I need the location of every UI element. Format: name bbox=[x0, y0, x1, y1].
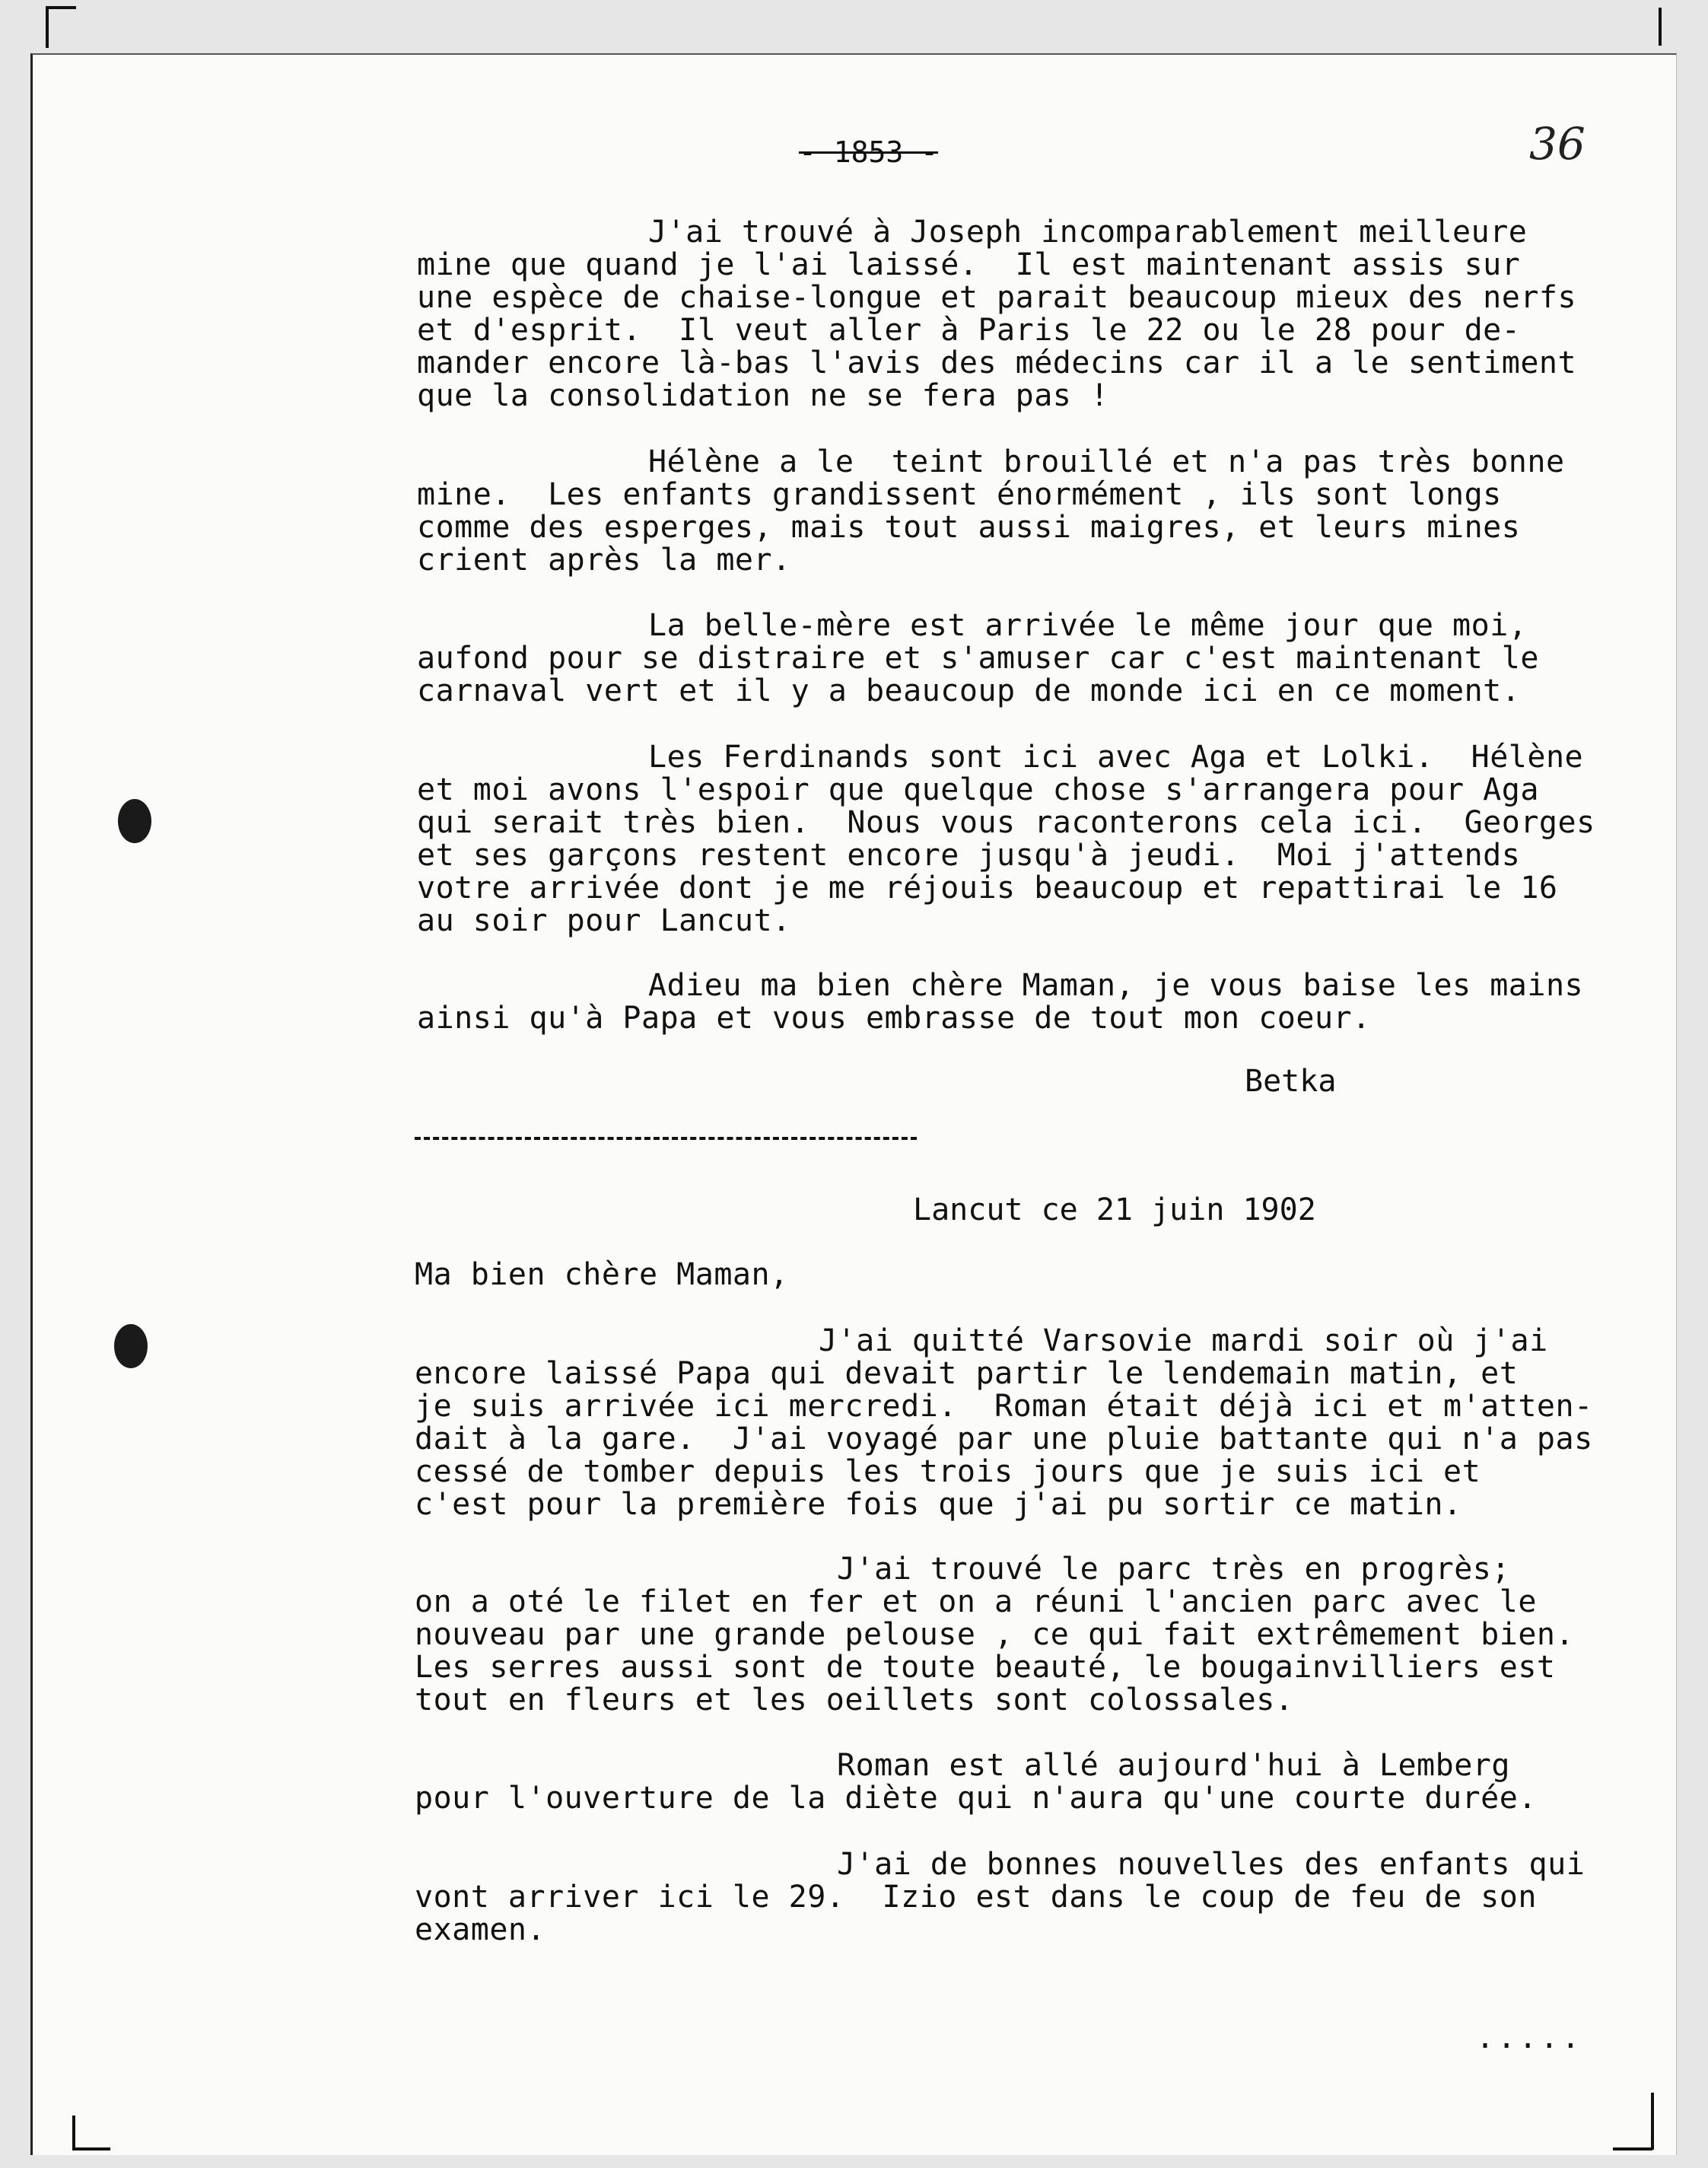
continuation-dots: ..... bbox=[1476, 2020, 1583, 2055]
text-line: au soir pour Lancut. bbox=[417, 903, 791, 938]
text-line: J'ai trouvé à Joseph incomparablement meilleure bbox=[648, 215, 1528, 250]
text-line: tout en fleurs et les oeillets sont colossales. bbox=[415, 1683, 1294, 1718]
text-line: carnaval vert et il y a beaucoup de monde ici en ce moment. bbox=[417, 673, 1521, 708]
text-line: une espèce de chaise-longue et parait beaucoup mieux des nerfs bbox=[417, 280, 1577, 315]
text-line: nouveau par une grande pelouse , ce qui fait extrêmement bien. bbox=[415, 1617, 1575, 1652]
text-line: et ses garçons restent encore jusqu'à jeudi. Moi j'attends bbox=[417, 838, 1521, 873]
crop-mark-bottom-right-h bbox=[1613, 2147, 1652, 2150]
page-header: - 1853 - bbox=[799, 135, 939, 169]
crop-mark-top-left bbox=[46, 6, 49, 48]
text-line: Les serres aussi sont de toute beauté, le bougainvilliers est bbox=[415, 1650, 1556, 1685]
text-line: J'ai de bonnes nouvelles des enfants qui bbox=[837, 1847, 1586, 1882]
text-line: pour l'ouverture de la diète qui n'aura qu'une courte durée. bbox=[415, 1781, 1537, 1816]
text-line: crient après la mer. bbox=[417, 543, 791, 578]
text-line: et moi avons l'espoir que quelque chose s'arrangera pour Aga bbox=[417, 772, 1539, 807]
text-line: encore laissé Papa qui devait partir le lendemain matin, et bbox=[415, 1356, 1519, 1391]
text-line: je suis arrivée ici mercredi. Roman était déjà ici et m'atten- bbox=[415, 1389, 1593, 1424]
punch-hole bbox=[114, 1324, 148, 1368]
punch-hole bbox=[118, 799, 151, 843]
text-line: dait à la gare. J'ai voyagé par une pluie battante qui n'a pas bbox=[415, 1421, 1593, 1456]
text-line: vont arriver ici le 29. Izio est dans le coup de feu de son bbox=[415, 1880, 1537, 1915]
text-line: c'est pour la première fois que j'ai pu sortir ce matin. bbox=[415, 1487, 1462, 1522]
crop-mark-bottom-left bbox=[72, 2115, 75, 2150]
text-line: ainsi qu'à Papa et vous embrasse de tout mon coeur. bbox=[417, 1001, 1371, 1036]
crop-mark-bottom-left-h bbox=[72, 2147, 110, 2150]
text-line: Hélène a le teint brouillé et n'a pas très bonne bbox=[648, 444, 1565, 479]
text-line: mander encore là-bas l'avis des médecins car il a le sentiment bbox=[417, 345, 1577, 380]
text-line: Les Ferdinands sont ici avec Aga et Lolki. Hélène bbox=[648, 740, 1584, 775]
dateline: Lancut ce 21 juin 1902 bbox=[913, 1192, 1316, 1227]
text-line: J'ai trouvé le parc très en progrès; bbox=[837, 1552, 1510, 1587]
text-line: Roman est allé aujourd'hui à Lemberg bbox=[837, 1748, 1510, 1783]
signature: Betka bbox=[1245, 1064, 1337, 1099]
folio-number: 36 bbox=[1529, 118, 1586, 170]
text-line: J'ai quitté Varsovie mardi soir où j'ai bbox=[819, 1323, 1548, 1358]
text-line: examen. bbox=[415, 1912, 546, 1947]
text-line: mine. Les enfants grandissent énormément , ils sont longs bbox=[417, 477, 1502, 512]
text-line: comme des esperges, mais tout aussi maigres, et leurs mines bbox=[417, 510, 1521, 545]
text-line: qui serait très bien. Nous vous raconterons cela ici. Georges bbox=[417, 805, 1595, 840]
text-line: votre arrivée dont je me réjouis beaucoup et repattirai le 16 bbox=[417, 871, 1558, 906]
text-line: cessé de tomber depuis les trois jours que je suis ici et bbox=[415, 1454, 1481, 1489]
crop-mark-top-right bbox=[1659, 8, 1662, 46]
salutation: Ma bien chère Maman, bbox=[415, 1257, 789, 1292]
text-line: et d'esprit. Il veut aller à Paris le 22 ou le 28 pour de- bbox=[417, 313, 1521, 348]
text-line: mine que quand je l'ai laissé. Il est maintenant assis sur bbox=[417, 247, 1521, 282]
text-line: que la consolidation ne se fera pas ! bbox=[417, 378, 1109, 413]
crop-mark-bottom-right bbox=[1651, 2093, 1654, 2150]
text-line: aufond pour se distraire et s'amuser car c'est maintenant le bbox=[417, 641, 1539, 676]
text-line: Adieu ma bien chère Maman, je vous baise les mains bbox=[648, 968, 1584, 1003]
crop-mark-top-left-h bbox=[46, 6, 76, 9]
text-line: on a oté le filet en fer et on a réuni l'ancien parc avec le bbox=[415, 1584, 1537, 1619]
separator-line bbox=[415, 1137, 917, 1140]
text-line: La belle-mère est arrivée le même jour que moi, bbox=[648, 608, 1528, 643]
